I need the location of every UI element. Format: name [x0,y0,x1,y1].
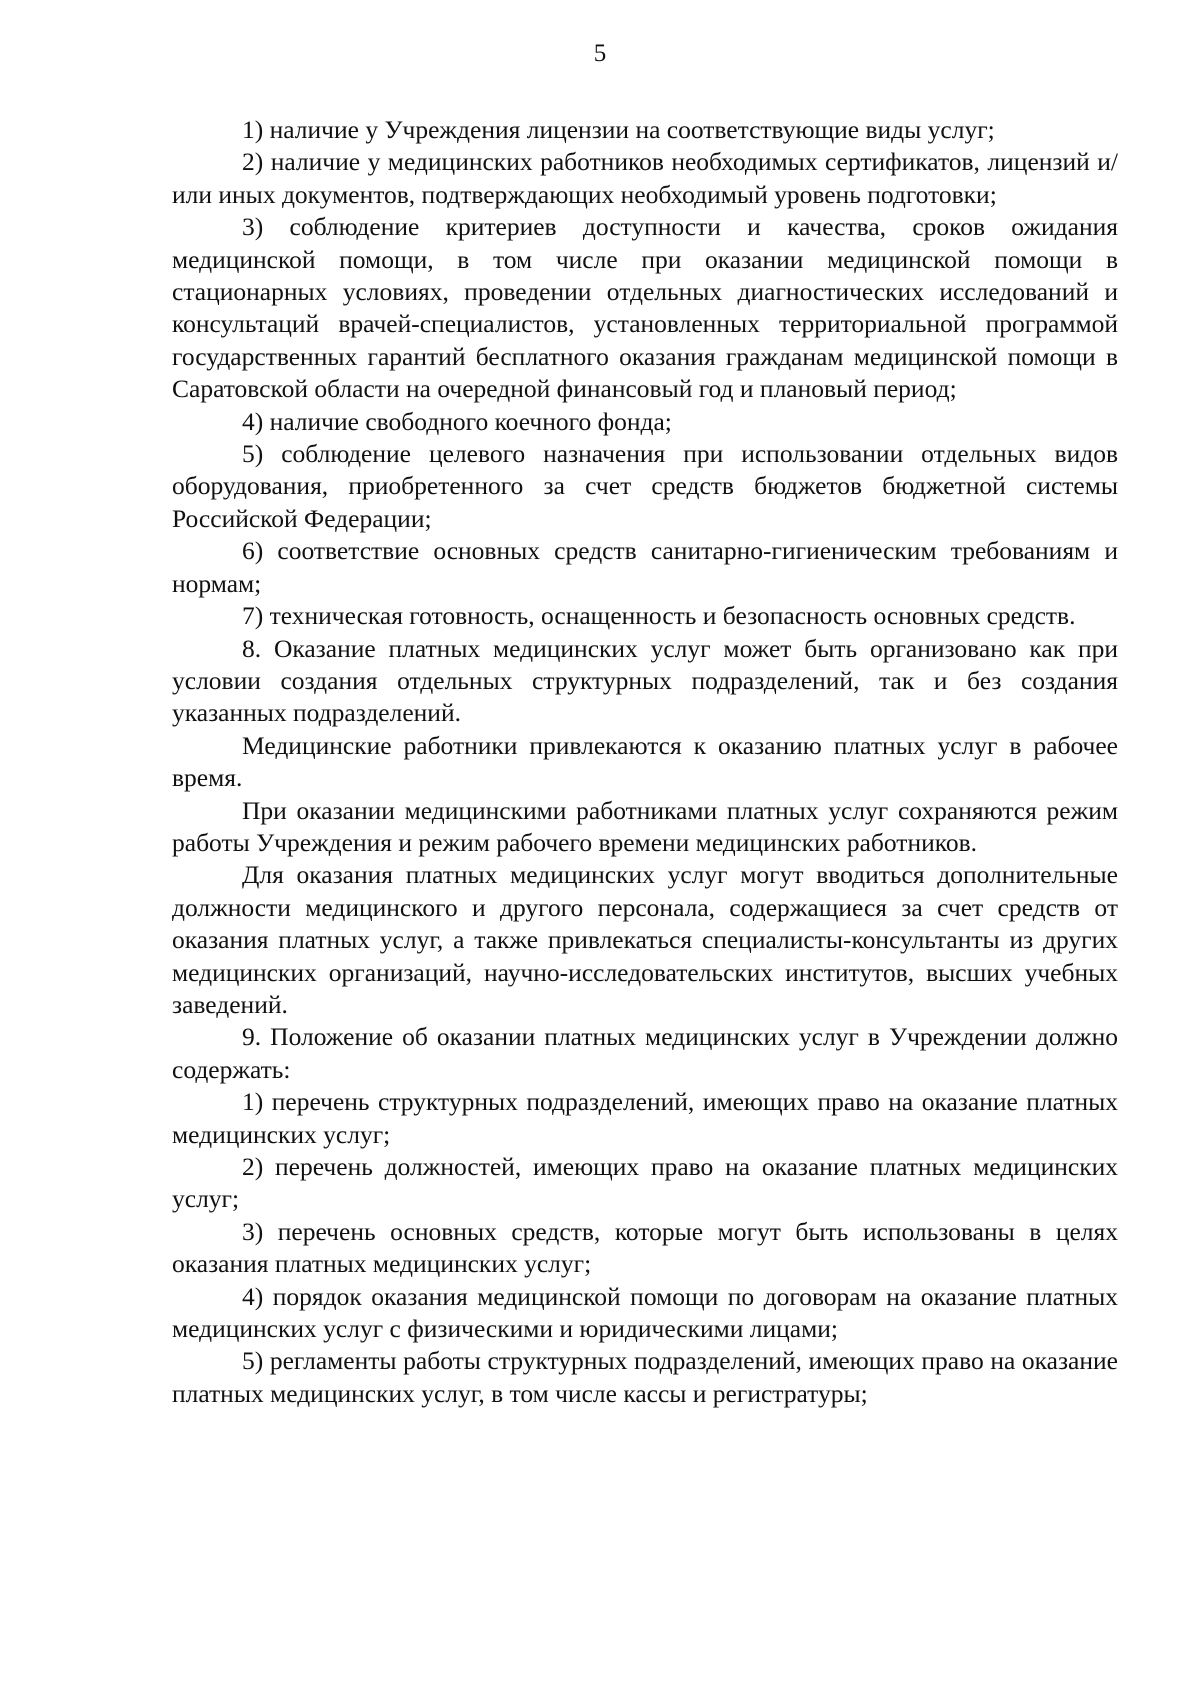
paragraph: 2) наличие у медицинских работников необходимых сертификатов, лицензий и/или иных документов, подтверждающих необходимый уровень подготовки; [172,147,1118,209]
page-number: 5 [593,40,607,67]
paragraph: 6) соответствие основных средств санитарно-гигиеническим требованиям и нормам; [172,536,1118,598]
paragraph: 5) соблюдение целевого назначения при использовании отдельных видов оборудования, приобретенного за счет средств бюджетов бюджетной системы Российской Федерации; [172,439,1118,533]
paragraph: При оказании медицинскими работниками платных услуг сохраняются режим работы Учреждения и режим рабочего времени медицинских работников. [172,795,1118,857]
paragraph: 1) перечень структурных подразделений, имеющих право на оказание платных медицинских услуг; [172,1087,1118,1149]
paragraph: Медицинские работники привлекаются к оказанию платных услуг в рабочее время. [172,730,1118,793]
paragraph: 8. Оказание платных медицинских услуг может быть организовано как при условии создания отдельных структурных подразделений, так и без создания указанных подразделений. [172,633,1118,728]
paragraph: 5) регламенты работы структурных подразделений, имеющих право на оказание платных медицинских услуг, в том числе кассы и регистратуры; [172,1346,1118,1408]
document-body [172,114,1118,1410]
paragraph: 1) наличие у Учреждения лицензии на соответствующие виды услуг; [242,115,995,144]
paragraph: 2) перечень должностей, имеющих право на оказание платных медицинских услуг; [172,1152,1118,1214]
paragraph: Для оказания платных медицинских услуг могут вводиться дополнительные должности медицинского и другого персонала, содержащиеся за счет средств от оказания платных услуг, а также привлекаться специалисты-консультанты из других медицинских организаций, научно-исследовательских институтов, высших учебных заведений. [172,860,1118,1019]
paragraph: 4) наличие свободного коечного фонда; [242,406,672,436]
paragraph: 4) порядок оказания медицинской помощи по договорам на оказание платных медицинских услуг с физическими и юридическими лицами; [172,1281,1118,1344]
paragraph: 9. Положение об оказании платных медицинских услуг в Учреждении должно содержать: [172,1022,1118,1084]
paragraph: 3) соблюдение критериев доступности и качества, сроков ожидания медицинской помощи, в том числе при оказании медицинской помощи в стационарных условиях, проведении отдельных диагностических исследований и консультаций врачей-специалистов, установленных территориальной программой государственных гарантий бесплатного оказания гражданам медицинской помощи в Саратовской области на очередной финансовый год и плановый период; [172,212,1118,404]
paragraph: 3) перечень основных средств, которые могут быть использованы в целях оказания платных медицинских услуг; [172,1216,1118,1279]
paragraph: 7) техническая готовность, оснащенность и безопасность основных средств. [242,601,1076,631]
